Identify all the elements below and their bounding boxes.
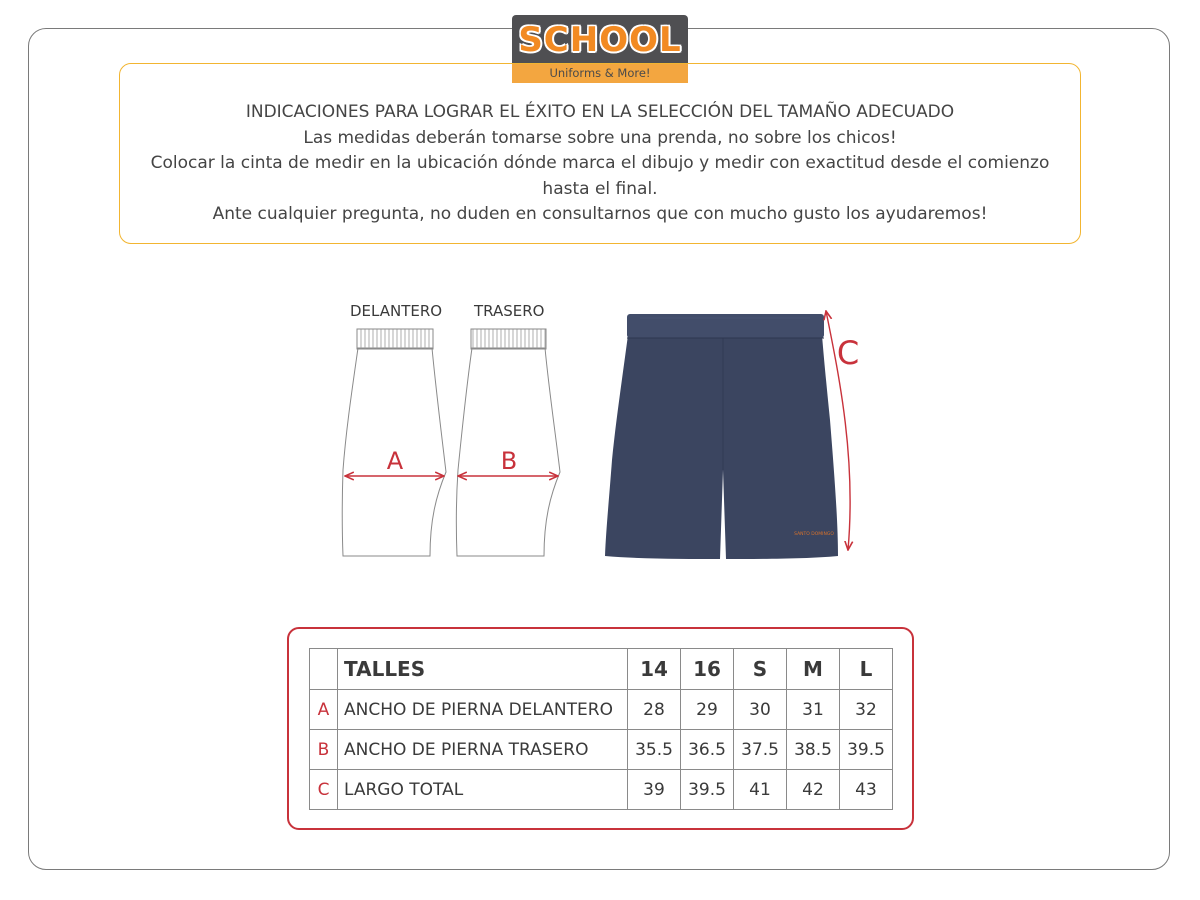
- size-column-14: 14: [628, 649, 681, 690]
- size-column-l: L: [840, 649, 893, 690]
- row-value: 31: [787, 690, 840, 730]
- table-row: [310, 770, 893, 810]
- row-value: 30: [734, 690, 787, 730]
- brand-name: SCHOOL: [512, 15, 688, 64]
- back-waistband: [471, 329, 546, 349]
- row-value: 41: [734, 770, 787, 810]
- row-code: B: [310, 730, 338, 770]
- shorts-photo: [605, 314, 838, 559]
- row-value: 28: [628, 690, 681, 730]
- size-table: [309, 648, 893, 810]
- front-view-label: DELANTERO: [350, 302, 443, 320]
- front-waistband: [357, 329, 433, 349]
- row-value: 35.5: [628, 730, 681, 770]
- size-column-m: M: [787, 649, 840, 690]
- marker-a: A: [386, 447, 404, 475]
- row-value: 39.5: [840, 730, 893, 770]
- marker-c: C: [836, 334, 860, 372]
- row-code: C: [310, 770, 338, 810]
- instructions-line-1: Las medidas deberán tomarse sobre una prenda, no sobre los chicos!: [303, 127, 897, 148]
- row-value: 38.5: [787, 730, 840, 770]
- row-value: 37.5: [734, 730, 787, 770]
- row-label: ANCHO DE PIERNA DELANTERO: [338, 690, 628, 730]
- size-table-header-row: [310, 649, 893, 690]
- marker-b: B: [500, 447, 518, 475]
- size-table-header-label: TALLES: [338, 649, 628, 690]
- row-label: ANCHO DE PIERNA TRASERO: [338, 730, 628, 770]
- row-value: 39: [628, 770, 681, 810]
- instructions-line-3: hasta el final.: [542, 178, 658, 199]
- row-value: 29: [681, 690, 734, 730]
- instructions-line-4: Ante cualquier pregunta, no duden en consultarnos que con mucho gusto los ayudaremos!: [212, 204, 988, 224]
- instructions-heading: INDICACIONES PARA LOGRAR EL ÉXITO EN LA SELECCIÓN DEL TAMAÑO ADECUADO: [245, 102, 955, 122]
- row-label: LARGO TOTAL: [338, 770, 628, 810]
- instructions-line-2: Colocar la cinta de medir en la ubicación dónde marca el dibujo y medir con exactitud desde el comienzo: [150, 153, 1050, 173]
- garment-print: SANTO DOMINGO: [794, 532, 834, 537]
- size-table-corner: [310, 649, 338, 690]
- row-value: 43: [840, 770, 893, 810]
- row-value: 36.5: [681, 730, 734, 770]
- back-view-label: TRASERO: [474, 302, 545, 320]
- front-leg-sketch: [342, 329, 446, 556]
- table-row: [310, 690, 893, 730]
- back-leg-sketch: [456, 329, 560, 556]
- table-row: [310, 730, 893, 770]
- row-value: 39.5: [681, 770, 734, 810]
- size-column-16: 16: [681, 649, 734, 690]
- row-code: A: [310, 690, 338, 730]
- brand-tagline: Uniforms & More!: [512, 64, 688, 83]
- row-value: 42: [787, 770, 840, 810]
- size-column-s: S: [734, 649, 787, 690]
- row-value: 32: [840, 690, 893, 730]
